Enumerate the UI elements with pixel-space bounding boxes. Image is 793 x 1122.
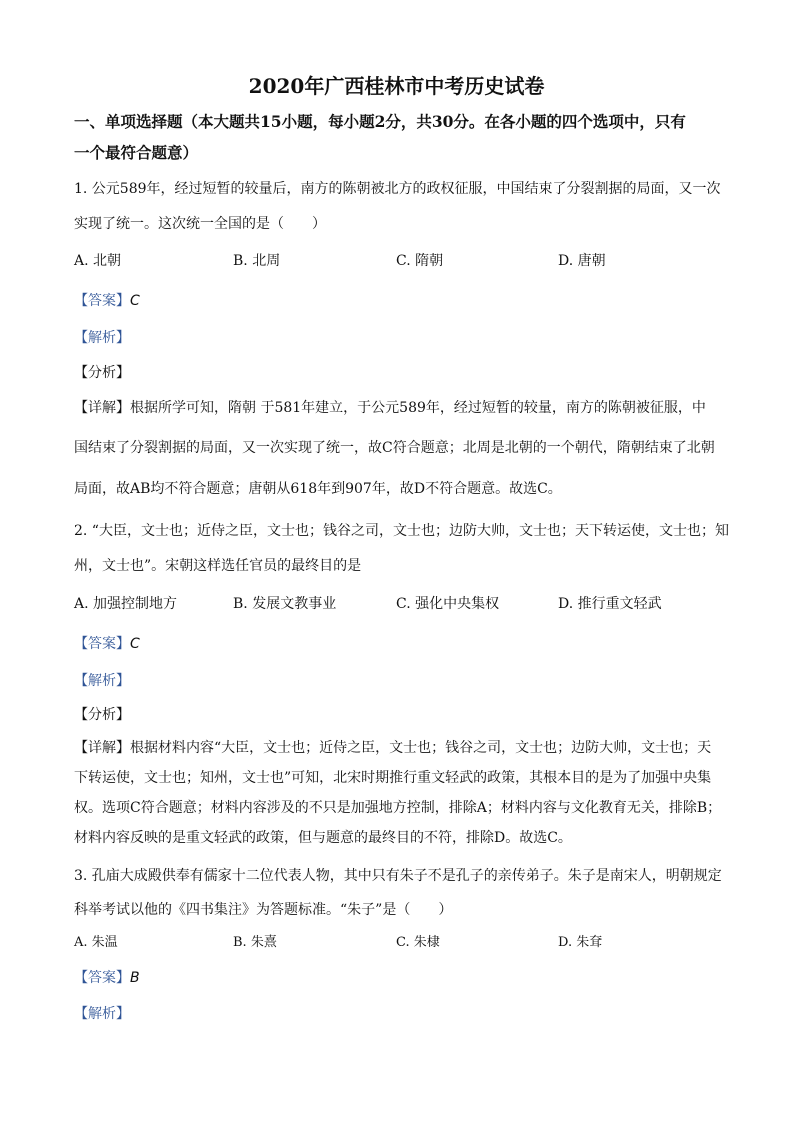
section-heading-line2: 一个最符合题意）: [74, 143, 199, 162]
q2-detail-line4: 材料内容反映的是重文轻武的政策，但与题意的最终目的不符，排除D。故选C。: [74, 830, 572, 846]
xiangjie-tag: 【详解】: [74, 400, 130, 416]
q1-jiexi-tag: 【解析】: [74, 330, 130, 346]
q1-option-a: A. 北朝: [74, 253, 122, 269]
q2-option-c: C. 强化中央集权: [396, 596, 500, 612]
xiangjie-tag: 【详解】: [74, 740, 130, 756]
q2-stem-line2: 州，文士也”。宋朝这样选任官员的最终目的是: [74, 558, 362, 574]
q3-answer-row: [74, 967, 140, 987]
q2-answer-row: [74, 633, 140, 653]
q2-fenxi-tag: 【分析】: [74, 707, 130, 723]
answer-tag: 【答案】: [74, 636, 130, 652]
q1-detail-text-1: 根据所学可知，隋朝 于581年建立，于公元589年，经过短暂的较量，南方的陈朝被征服，中: [130, 400, 706, 416]
q3-option-b: B. 朱熹: [233, 935, 277, 950]
q1-stem-line1: 1. 公元589年，经过短暂的较量后，南方的陈朝被北方的政权征服，中国结束了分裂割据的局面，又一次: [74, 181, 721, 197]
q1-answer-row: [74, 290, 140, 310]
answer-tag: 【答案】: [74, 970, 130, 986]
q3-option-d: D. 朱耷: [558, 935, 603, 950]
q3-option-a: A. 朱温: [74, 935, 118, 950]
q2-stem-line1: 2. “大臣，文士也；近侍之臣，文士也；钱谷之司，文士也；边防大帅，文士也；天下转运使，文士也；知: [74, 523, 729, 539]
q1-option-d: D. 唐朝: [558, 253, 606, 269]
q1-detail-line3: 局面，故AB均不符合题意；唐朝从618年到907年，故D不符合题意。故选C。: [74, 481, 562, 497]
q2-detail-line1: [74, 737, 711, 757]
q3-answer-value: B: [130, 970, 140, 986]
section-heading-line1: 一、单项选择题（本大题共15小题，每小题2分，共30分。在各小题的四个选项中，只有: [74, 112, 686, 131]
q2-detail-text-1: 根据材料内容“大臣，文士也；近侍之臣，文士也；钱谷之司，文士也；边防大帅，文士也；天: [130, 740, 712, 756]
q2-option-a: A. 加强控制地方: [74, 596, 178, 612]
q1-fenxi-tag: 【分析】: [74, 365, 130, 381]
q1-detail-line2: 国结束了分裂割据的局面，又一次实现了统一，故C符合题意；北周是北朝的一个朝代，隋朝结束了北朝: [74, 440, 715, 456]
q1-option-c: C. 隋朝: [396, 253, 444, 269]
q2-option-b: B. 发展文教事业: [233, 596, 337, 612]
q3-option-c: C. 朱棣: [396, 935, 440, 950]
q1-answer-value: C: [130, 293, 140, 309]
q1-option-b: B. 北周: [233, 253, 281, 269]
exam-title: 2020年广西桂林市中考历史试卷: [248, 74, 545, 98]
q3-stem-line2: 科举考试以他的《四书集注》为答题标准。“朱子”是（ ）: [74, 902, 453, 918]
q3-jiexi-tag: 【解析】: [74, 1006, 130, 1022]
answer-tag: 【答案】: [74, 293, 130, 309]
q2-detail-line3: 权。选项C符合题意；材料内容涉及的不只是加强地方控制，排除A；材料内容与文化教育无关，排除B；: [74, 800, 722, 816]
q2-answer-value: C: [130, 636, 140, 652]
q2-detail-line2: 下转运使，文士也；知州，文士也”可知，北宋时期推行重文轻武的政策，其根本目的是为了加强中央集: [74, 770, 712, 786]
q1-stem-line2: 实现了统一。这次统一全国的是（ ）: [74, 216, 326, 232]
q1-detail-line1: [74, 397, 706, 417]
q2-option-d: D. 推行重文轻武: [558, 596, 662, 612]
q2-jiexi-tag: 【解析】: [74, 673, 130, 689]
q3-stem-line1: 3. 孔庙大成殿供奉有儒家十二位代表人物，其中只有朱子不是孔子的亲传弟子。朱子是南宋人，明朝规定: [74, 868, 722, 884]
